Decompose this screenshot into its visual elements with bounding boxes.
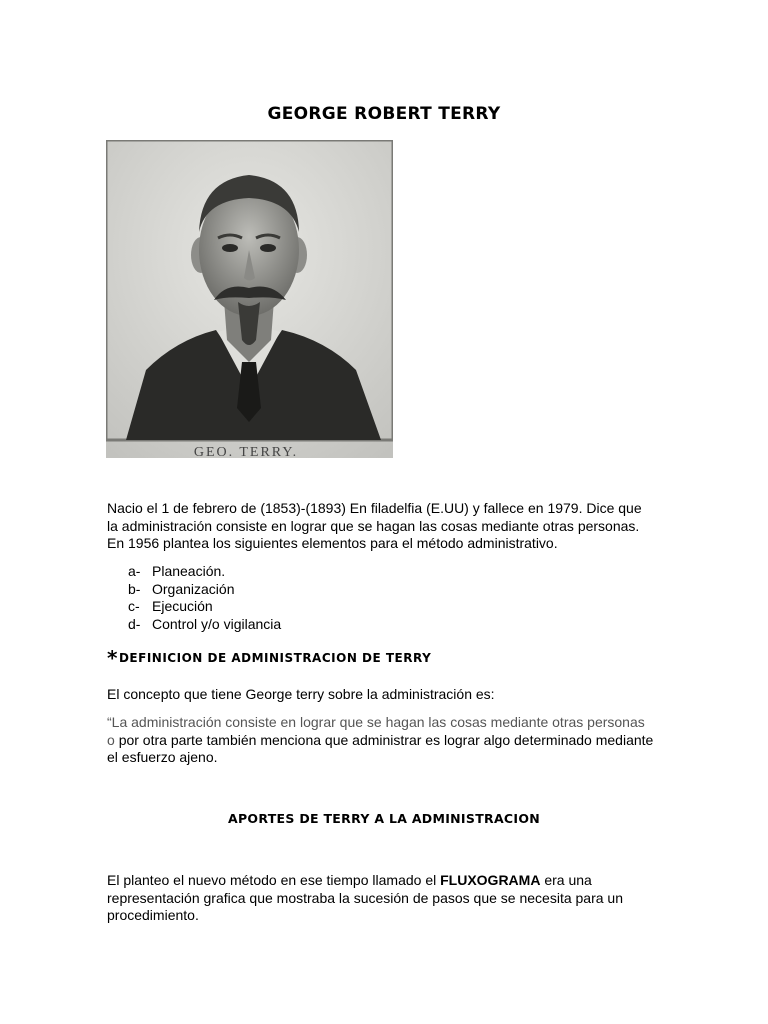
list-item	[128, 616, 281, 634]
list-marker: c-	[128, 598, 140, 615]
quote-part-2: por otra parte también menciona que administrar es lograr algo determinado mediante el esfuerzo ajeno.	[107, 731, 654, 765]
list-item	[128, 581, 281, 599]
intro-paragraph: Nacio el 1 de febrero de (1853)-(1893) En filadelfia (E.UU) y fallece en 1979. Dice que la administración consiste en lograr que se hagan las cosas mediante otras personas. En 1956 plantea los siguientes elementos para el método administrativo.	[107, 500, 642, 551]
fluxo-text-after: era una representación grafica que mostraba la sucesión de pasos que se necesita para un procedimiento.	[107, 872, 623, 923]
definition-heading-text: DEFINICION DE ADMINISTRACION DE TERRY	[118, 651, 432, 665]
list-text: Ejecución	[152, 598, 213, 615]
elements-list	[128, 563, 281, 633]
fluxo-text-before: El planteo el nuevo método en ese tiempo llamado el	[107, 872, 441, 888]
fluxograma-term: FLUXOGRAMA	[440, 872, 541, 888]
asterisk-icon: *	[107, 646, 118, 670]
photo-caption: GEO. TERRY.	[193, 445, 299, 458]
quote-paragraph	[107, 714, 655, 767]
list-marker: b-	[128, 580, 141, 597]
fluxograma-paragraph	[107, 872, 655, 925]
list-text: Planeación.	[152, 563, 226, 579]
concept-intro: El concepto que tiene George terry sobre la administración es:	[107, 686, 495, 702]
definition-heading	[107, 646, 431, 670]
aportes-heading: APORTES DE TERRY A LA ADMINISTRACION	[227, 811, 541, 826]
portrait-photo	[106, 140, 393, 458]
list-marker: d-	[128, 615, 141, 632]
list-marker: a-	[128, 563, 141, 579]
page-title: GEORGE ROBERT TERRY	[267, 104, 501, 124]
list-item	[128, 563, 281, 581]
list-item	[128, 598, 281, 616]
portrait-illustration	[106, 140, 393, 458]
list-text: Control y/o vigilancia	[152, 615, 282, 632]
quote-part-1: “La administración consiste en lograr que se hagan las cosas mediante otras personas o	[107, 714, 645, 748]
list-text: Organización	[152, 580, 235, 597]
